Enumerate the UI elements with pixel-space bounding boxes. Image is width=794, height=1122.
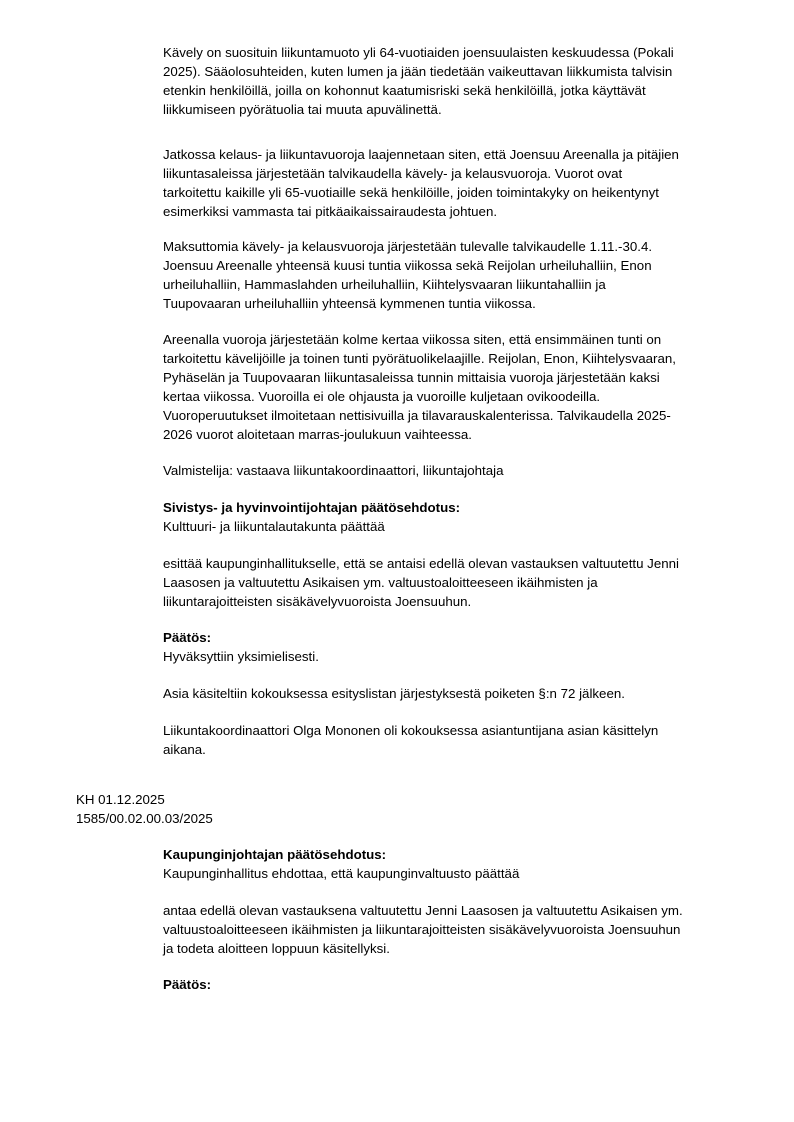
text-line: tarkoitettu kaikille yli 65-vuotiaille sekä henkilöille, joiden toimintakyky on heikentynyt — [163, 185, 659, 200]
text-line: liikuntarajoitteisten sisäkävelyvuoroista Joensuuhun. — [163, 594, 472, 609]
text-line: kertaa viikossa. Vuoroilla ei ole ohjausta ja vuoroille kuljetaan ovikoodeilla. — [163, 389, 601, 404]
preparer-line — [163, 461, 743, 480]
decision-1-note — [163, 684, 743, 703]
text-line: valtuustoaloitteeseen ikäihmisten ja liikuntarajoitteisten sisäkävelyvuoroista Joensuuhun — [163, 922, 681, 937]
meeting-meta — [76, 790, 213, 828]
text-line: tarkoitettu kävelijöille ja toinen tunti pyörätuolikelaajille. Reijolan, Enon, Kiihtelysvaaran, — [163, 351, 676, 366]
text-line: Laasosen ja valtuutettu Asikaisen ym. valtuustoaloitteeseen ikäihmisten ja — [163, 575, 598, 590]
text-line: 2025). Sääolosuhteiden, kuten lumen ja jään tiedetään vaikeuttavan liikkumista talvisin — [163, 64, 673, 79]
text-line: liikkumiseen pyörätuolia tai muuta apuvälinettä. — [163, 102, 442, 117]
text-line: etenkin henkilöillä, joilla on kohonnut kaatumisriski sekä henkilöillä, jotka käyttävät — [163, 83, 646, 98]
preparer-text: Valmistelija: vastaava liikuntakoordinaattori, liikuntajohtaja — [163, 463, 504, 478]
text-line: ja todeta aloitteen loppuun käsitellyksi. — [163, 941, 390, 956]
paragraph-walking-popularity — [163, 43, 743, 119]
proposal-heading: Kaupunginjohtajan päätösehdotus: — [163, 847, 387, 862]
proposal-mayor — [163, 845, 743, 883]
text-line: esittää kaupunginhallitukselle, että se antaisi edellä olevan vastauksen valtuutettu Jenni — [163, 556, 679, 571]
proposal-mayor-body — [163, 901, 743, 958]
paragraph-expansion — [163, 145, 743, 221]
text-line: aikana. — [163, 742, 206, 757]
decision-1 — [163, 628, 743, 666]
text-line: urheiluhalliin, Hammaslahden urheiluhalliin, Kiihtelysvaaran liikuntahalliin ja — [163, 277, 606, 292]
proposal-culture-body — [163, 554, 743, 611]
decision-1-expert — [163, 721, 743, 759]
proposal-culture-director — [163, 498, 743, 536]
text-line: Tuupovaaran urheiluhalliin yhteensä kymmenen tuntia viikossa. — [163, 296, 536, 311]
decision-heading: Päätös: — [163, 977, 212, 992]
text-line: antaa edellä olevan vastauksena valtuutettu Jenni Laasosen ja valtuutettu Asikaisen ym. — [163, 903, 683, 918]
proposal-intro: Kaupunginhallitus ehdottaa, että kaupunginvaltuusto päättää — [163, 866, 520, 881]
text-line: Maksuttomia kävely- ja kelausvuoroja järjestetään tulevalle talvikaudelle 1.11.-30.4. — [163, 239, 653, 254]
decision-note-text: Asia käsiteltiin kokouksessa esityslistan järjestyksestä poiketen §:n 72 jälkeen. — [163, 686, 625, 701]
proposal-heading: Sivistys- ja hyvinvointijohtajan päätösehdotus: — [163, 500, 461, 515]
text-line: Vuoroperuutukset ilmoitetaan nettisivuilla ja tilavarauskalenterissa. Talvikaudella 2025- — [163, 408, 671, 423]
text-line: Jatkossa kelaus- ja liikuntavuoroja laajennetaan siten, että Joensuu Areenalla ja pitäjien — [163, 147, 679, 162]
case-number: 1585/00.02.00.03/2025 — [76, 811, 213, 826]
paragraph-arena-schedule — [163, 330, 743, 444]
text-line: esimerkiksi vammasta tai pitkäaikaissairaudesta johtuen. — [163, 204, 498, 219]
decision-text: Hyväksyttiin yksimielisesti. — [163, 649, 319, 664]
text-line: Kävely on suosituin liikuntamuoto yli 64-vuotiaiden joensuulaisten keskuudessa (Pokali — [163, 45, 674, 60]
text-line: Pyhäselän ja Tuupovaaran liikuntasaleissa tunnin mittaisia vuoroja järjestetään kaksi — [163, 370, 660, 385]
text-line: Liikuntakoordinaattori Olga Mononen oli kokouksessa asiantuntijana asian käsittelyn — [163, 723, 659, 738]
decision-heading: Päätös: — [163, 630, 212, 645]
decision-2 — [163, 975, 743, 994]
text-line: 2026 vuorot aloitetaan marras-joulukuun vaihteessa. — [163, 427, 472, 442]
text-line: Areenalla vuoroja järjestetään kolme kertaa viikossa siten, että ensimmäinen tunti on — [163, 332, 662, 347]
text-line: Joensuu Areenalle yhteensä kuusi tuntia viikossa sekä Reijolan urheiluhalliin, Enon — [163, 258, 652, 273]
proposal-intro: Kulttuuri- ja liikuntalautakunta päättää — [163, 519, 385, 534]
paragraph-free-sessions — [163, 237, 743, 313]
text-line: liikuntasaleissa järjestetään talvikaudella kävely- ja kelausvuoroja. Vuorot ovat — [163, 166, 623, 181]
body-date: KH 01.12.2025 — [76, 792, 165, 807]
